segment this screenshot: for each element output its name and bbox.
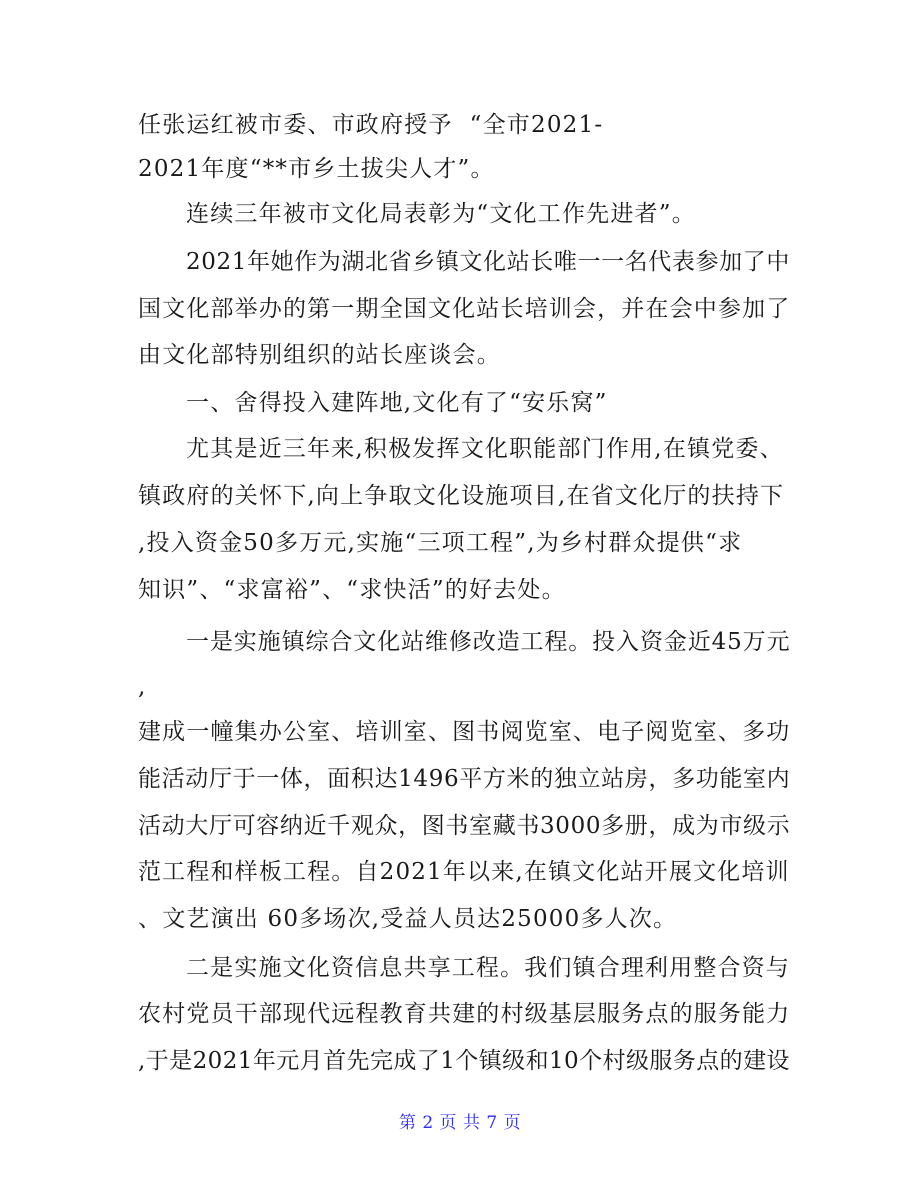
text-line: 、文艺演出 60多场次,受益人员达25000多人次。 — [138, 906, 678, 932]
text-line: , — [138, 674, 147, 700]
text-line: 一是实施镇综合文化站维修改造工程。投入资金近45万元 — [186, 629, 791, 655]
text-line: 建成一幢集办公室、培训室、图书阅览室、电子阅览室、多功 — [138, 719, 791, 745]
text-line: 能活动厅于一体，面积达1496平方米的独立站房，多功能室内 — [138, 766, 791, 792]
text-line: 知识”、“求富裕”、“求快活”的好去处。 — [138, 577, 566, 603]
page-number-footer: 第 2 页 共 7 页 — [398, 1113, 522, 1133]
text-line: 2021年度“**市乡土拔尖人才”。 — [138, 156, 495, 182]
text-line: 由文化部特别组织的站长座谈会。 — [138, 342, 501, 368]
text-line: 连续三年被市文化局表彰为“文化工作先进者”。 — [186, 201, 696, 227]
text-line: 范工程和样板工程。自2021年以来,在镇文化站开展文化培训 — [138, 859, 790, 885]
text-line: 镇政府的关怀下,向上争取文化设施项目,在省文化厅的扶持下 — [138, 483, 785, 509]
text-line: 国文化部举办的第一期全国文化站长培训会，并在会中参加了 — [138, 296, 791, 322]
text-line: 活动大厅可容纳近千观众，图书室藏书3000多册，成为市级示 — [138, 813, 791, 839]
text-line: 任张运红被市委、市政府授予 “全市2021- — [138, 112, 604, 138]
text-line: 二是实施文化资信息共享工程。我们镇合理利用整合资与 — [186, 955, 790, 981]
text-line: 2021年她作为湖北省乡镇文化站长唯一一名代表参加了中 — [186, 249, 790, 275]
text-line: ,投入资金50多万元,实施“三项工程”,为乡村群众提供“求 — [138, 530, 743, 556]
text-line: 尤其是近三年来,积极发挥文化职能部门作用,在镇党委、 — [186, 436, 784, 462]
text-line: ,于是2021年元月首先完成了1个镇级和10个村级服务点的建设 — [138, 1048, 790, 1074]
section-heading: 一、舍得投入建阵地,文化有了“安乐窝” — [186, 390, 608, 416]
text-line: 农村党员干部现代远程教育共建的村级基层服务点的服务能力 — [138, 1001, 791, 1027]
